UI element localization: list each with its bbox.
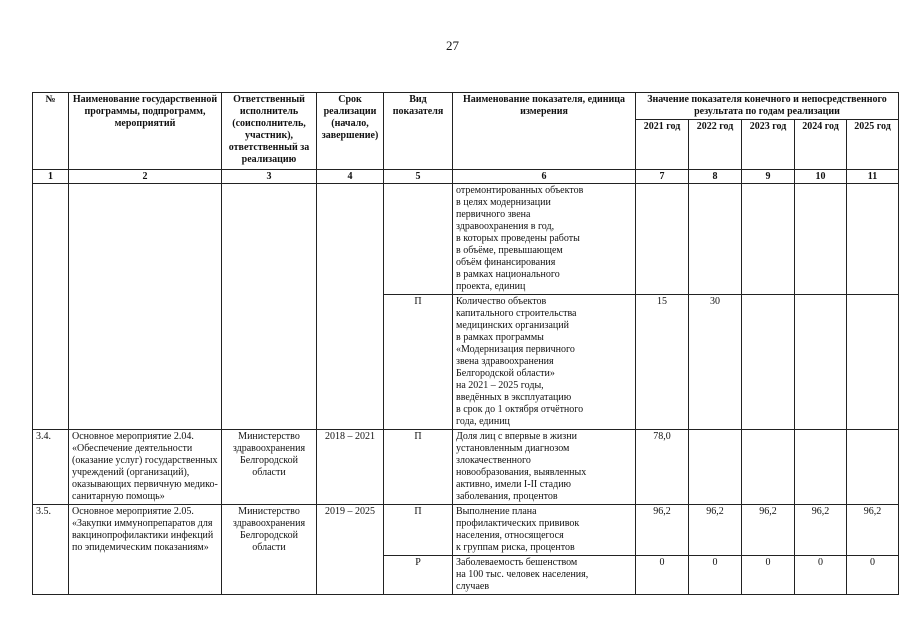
row-term: 2019 – 2025	[317, 505, 384, 595]
row-value	[742, 295, 795, 430]
column-numbers-row	[33, 170, 899, 184]
header-num: №	[33, 93, 69, 170]
row-value	[689, 184, 742, 295]
row-value: 96,2	[847, 505, 899, 556]
header-values-group: Значение показателя конечного и непосредственного результата по годам реализации	[636, 93, 899, 120]
row-indicator: Заболеваемость бешенством на 100 тыс. человек населения, случаев	[453, 556, 636, 595]
row-value: 96,2	[689, 505, 742, 556]
row-type: П	[384, 430, 453, 505]
column-number: 4	[317, 170, 384, 184]
header-year: 2024 год	[795, 120, 847, 170]
header-indicator: Наименование показателя, единица измерения	[453, 93, 636, 170]
row-value: 78,0	[636, 430, 689, 505]
column-number: 8	[689, 170, 742, 184]
row-value	[847, 184, 899, 295]
row-term: 2018 – 2021	[317, 430, 384, 505]
row-indicator: Доля лиц с впервые в жизни установленным диагнозом злокачественного новообразования, выявленных активно, имели I-II стадию заболевания, процентов	[453, 430, 636, 505]
row-num: 3.5.	[33, 505, 69, 595]
row-num	[33, 184, 69, 430]
header-type: Вид показателя	[384, 93, 453, 170]
row-executor: Министерство здравоохранения Белгородской области	[222, 430, 317, 505]
column-number: 3	[222, 170, 317, 184]
row-value	[742, 430, 795, 505]
row-value	[689, 430, 742, 505]
column-number: 10	[795, 170, 847, 184]
row-value: 96,2	[636, 505, 689, 556]
row-name	[69, 184, 222, 430]
row-value: 96,2	[742, 505, 795, 556]
page-number: 27	[446, 38, 459, 53]
row-executor: Министерство здравоохранения Белгородской области	[222, 505, 317, 595]
row-value: 0	[847, 556, 899, 595]
header-row	[33, 93, 899, 120]
row-name: Основное мероприятие 2.05. «Закупки иммунопрепаратов для вакцинопрофилактики инфекций по эпидемическим показаниям»	[69, 505, 222, 595]
header-year: 2021 год	[636, 120, 689, 170]
row-value: 0	[742, 556, 795, 595]
row-indicator: Выполнение плана профилактических прививок населения, относящегося к группам риска, процентов	[453, 505, 636, 556]
row-type: Р	[384, 556, 453, 595]
row-value: 96,2	[795, 505, 847, 556]
row-value: 0	[795, 556, 847, 595]
header-year: 2023 год	[742, 120, 795, 170]
header-executor: Ответственный исполнитель (соисполнитель, участник), ответственный за реализацию	[222, 93, 317, 170]
row-value	[795, 184, 847, 295]
row-value: 0	[636, 556, 689, 595]
row-name: Основное мероприятие 2.04. «Обеспечение деятельности (оказание услуг) государственных учреждений (организаций), оказывающих первичную медико-санитарную помощь»	[69, 430, 222, 505]
row-value	[847, 295, 899, 430]
row-executor	[222, 184, 317, 430]
header-year: 2025 год	[847, 120, 899, 170]
row-num: 3.4.	[33, 430, 69, 505]
column-number: 7	[636, 170, 689, 184]
row-indicator: отремонтированных объектов в целях модернизации первичного звена здравоохранения в год, в которых проведены работы в объёме, превышающем объём финансирования в рамках национального проекта, единиц	[453, 184, 636, 295]
column-number: 1	[33, 170, 69, 184]
header-name: Наименование государственной программы, подпрограмм, мероприятий	[69, 93, 222, 170]
row-indicator: Количество объектов капитального строительства медицинских организаций в рамках программы «Модернизация первичного звена здравоохранения Белгородской области» на 2021 – 2025 годы, введённых в эксплуатацию в срок до 1 октября отчётного года, единиц	[453, 295, 636, 430]
row-value	[742, 184, 795, 295]
row-type: П	[384, 295, 453, 430]
row-value	[795, 295, 847, 430]
row-value	[847, 430, 899, 505]
column-number: 6	[453, 170, 636, 184]
program-table	[32, 92, 899, 595]
table-row	[33, 505, 899, 556]
row-type	[384, 184, 453, 295]
column-number: 2	[69, 170, 222, 184]
table-row	[33, 184, 899, 295]
column-number: 11	[847, 170, 899, 184]
header-year: 2022 год	[689, 120, 742, 170]
row-value	[795, 430, 847, 505]
row-type: П	[384, 505, 453, 556]
table-row	[33, 430, 899, 505]
row-value: 30	[689, 295, 742, 430]
header-term: Срок реализации (начало, завершение)	[317, 93, 384, 170]
column-number: 5	[384, 170, 453, 184]
column-number: 9	[742, 170, 795, 184]
row-term	[317, 184, 384, 430]
row-value: 0	[689, 556, 742, 595]
row-value: 15	[636, 295, 689, 430]
row-value	[636, 184, 689, 295]
